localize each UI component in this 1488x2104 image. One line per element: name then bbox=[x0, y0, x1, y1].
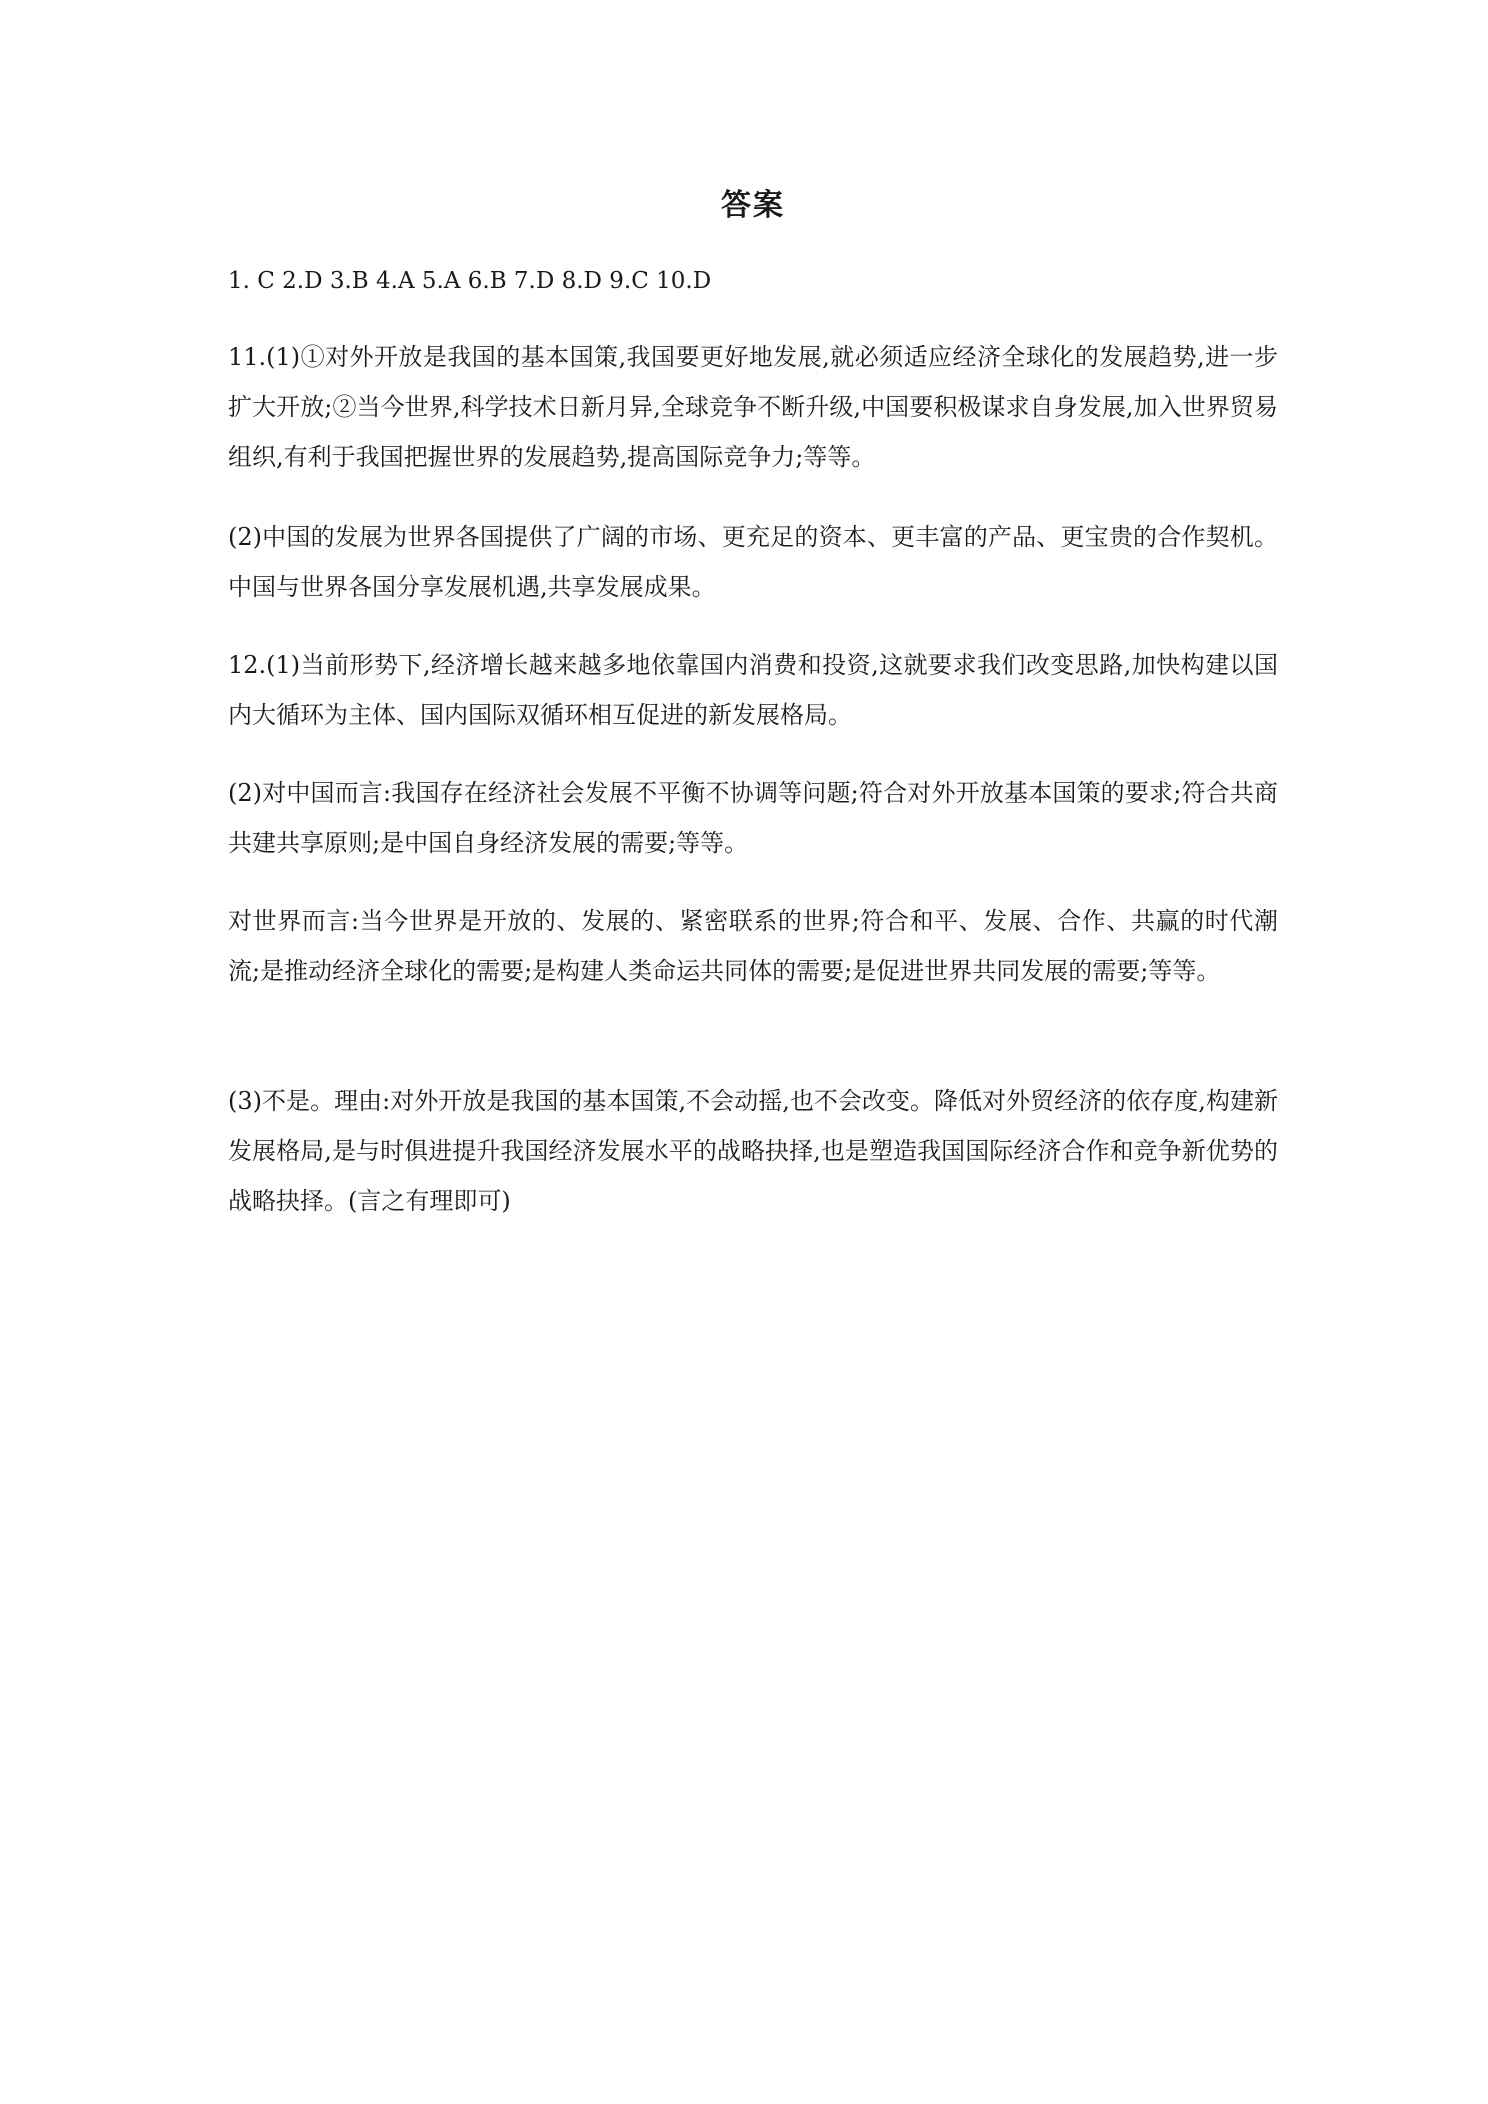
answer-paragraph-12-1: 12.(1)当前形势下,经济增长越来越多地依靠国内消费和投资,这就要求我们改变思路,加快构建以国内大循环为主体、国内国际双循环相互促进的新发展格局。 bbox=[228, 651, 1278, 729]
answer-paragraph-12-2-world: 对世界而言:当今世界是开放的、发展的、紧密联系的世界;符合和平、发展、合作、共赢的时代潮流;是推动经济全球化的需要;是构建人类命运共同体的需要;是促进世界共同发展的需要;等等。 bbox=[228, 907, 1278, 985]
choice-answers-line: 1. C 2.D 3.B 4.A 5.A 6.B 7.D 8.D 9.C 10.D bbox=[228, 268, 712, 294]
page-title: 答案 bbox=[721, 188, 785, 223]
answer-paragraph-12-2-china: (2)对中国而言:我国存在经济社会发展不平衡不协调等问题;符合对外开放基本国策的要求;符合共商共建共享原则;是中国自身经济发展的需要;等等。 bbox=[228, 779, 1278, 857]
answer-paragraph-11-2: (2)中国的发展为世界各国提供了广阔的市场、更充足的资本、更丰富的产品、更宝贵的合作契机。中国与世界各国分享发展机遇,共享发展成果。 bbox=[228, 523, 1278, 601]
answer-paragraph-11-1: 11.(1)①对外开放是我国的基本国策,我国要更好地发展,就必须适应经济全球化的发展趋势,进一步扩大开放;②当今世界,科学技术日新月异,全球竞争不断升级,中国要积极谋求自身发展,加入世界贸易组织,有利于我国把握世界的发展趋势,提高国际竞争力;等等。 bbox=[228, 343, 1278, 471]
answer-paragraph-12-3: (3)不是。理由:对外开放是我国的基本国策,不会动摇,也不会改变。降低对外贸经济的依存度,构建新发展格局,是与时俱进提升我国经济发展水平的战略抉择,也是塑造我国国际经济合作和竞争新优势的战略抉择。(言之有理即可) bbox=[228, 1087, 1278, 1215]
